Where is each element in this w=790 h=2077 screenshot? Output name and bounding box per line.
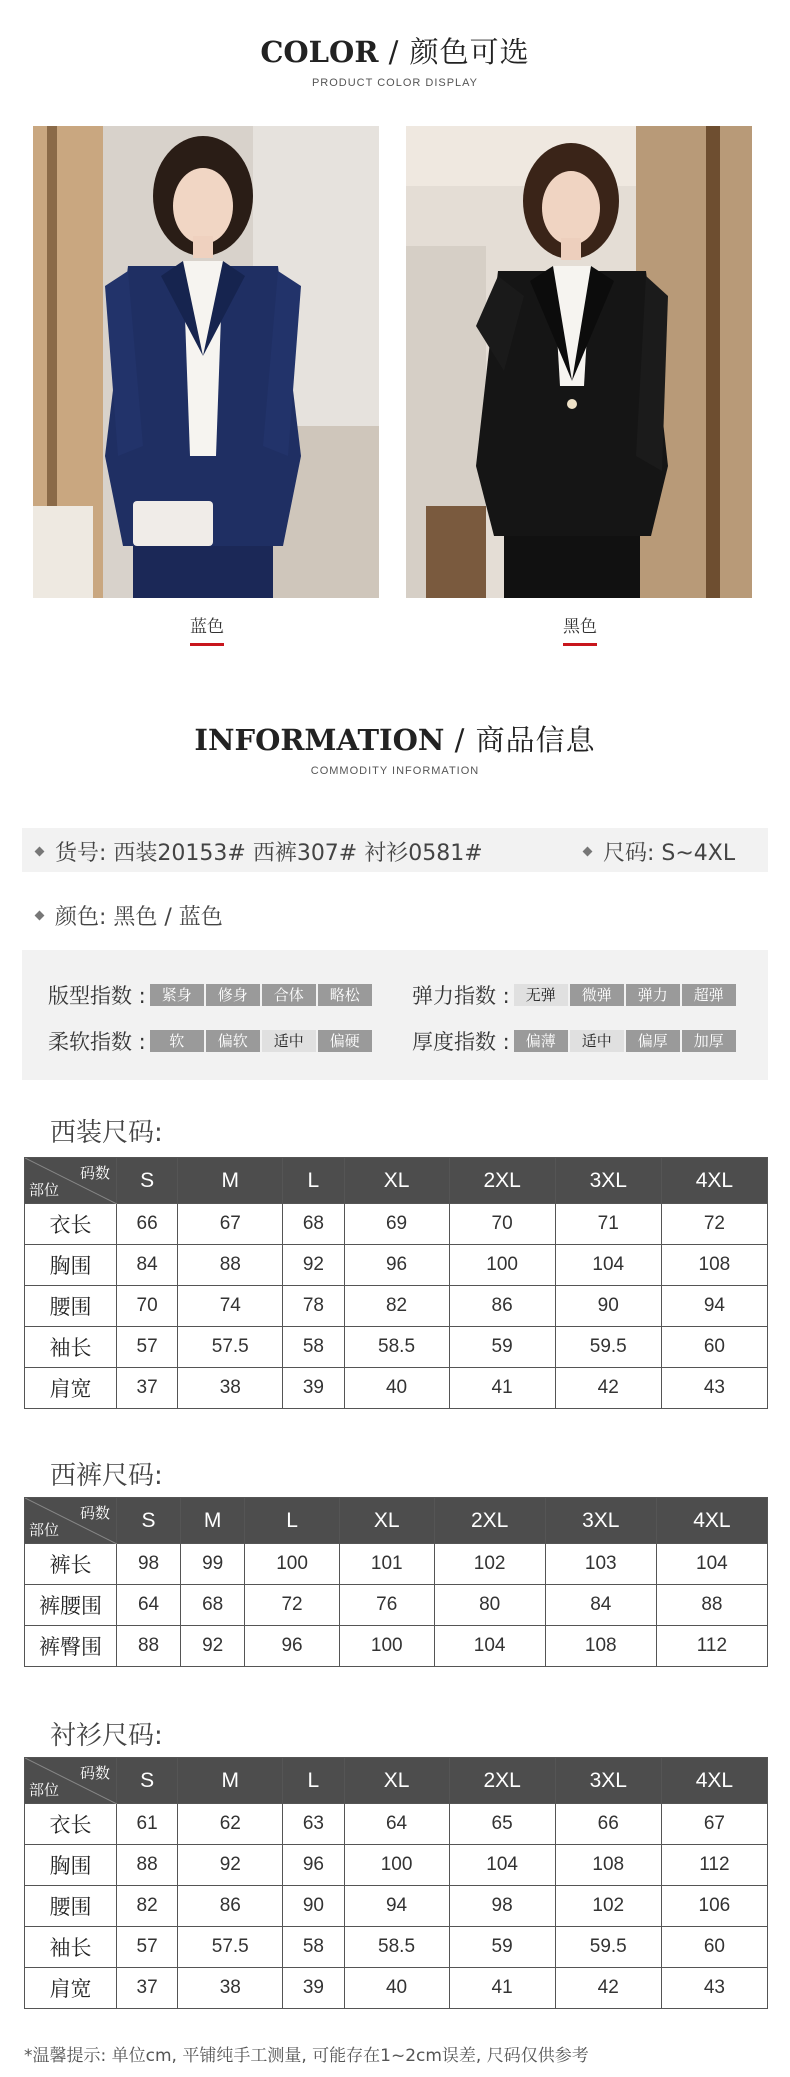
row-part-label: 肩宽: [25, 1968, 117, 2009]
color-label-blue[interactable]: [147, 612, 267, 646]
measurement-cell: 84: [117, 1245, 178, 1286]
measurement-cell: 60: [661, 1327, 767, 1368]
info-section-subtitle: COMMODITY INFORMATION: [310, 765, 480, 777]
fit-index-label: 版型指数 :: [48, 984, 146, 1008]
measurement-footnote: *温馨提示: 单位cm, 平铺纯手工测量, 可能存在1~2cm误差, 尺码仅供参考: [24, 2046, 589, 2066]
color-info: 颜色: 黑色 / 蓝色: [36, 900, 223, 931]
color-label-blue-underline: [190, 643, 224, 646]
measurement-cell: 82: [344, 1286, 449, 1327]
measurement-cell: 68: [283, 1204, 344, 1245]
measurement-cell: 37: [117, 1368, 178, 1409]
measurement-cell: 102: [555, 1886, 661, 1927]
measurement-cell: 59.5: [555, 1927, 661, 1968]
measurement-cell: 108: [661, 1245, 767, 1286]
soft-option-selected: 适中: [262, 1030, 316, 1052]
row-part-label: 肩宽: [25, 1368, 117, 1409]
thickness-option: 偏薄: [514, 1030, 568, 1052]
measurement-cell: 58: [283, 1327, 344, 1368]
soft-option: 软: [150, 1030, 204, 1052]
measurement-cell: 90: [283, 1886, 344, 1927]
table-row: [25, 1968, 768, 2009]
measurement-cell: 78: [283, 1286, 344, 1327]
shirt-size-table: [24, 1757, 768, 2009]
color-section-subtitle: PRODUCT COLOR DISPLAY: [311, 77, 479, 89]
measurement-cell: 96: [245, 1626, 340, 1667]
table-row: [25, 1626, 768, 1667]
size-header: 3XL: [555, 1758, 661, 1804]
thickness-index-label: 厚度指数 :: [412, 1030, 510, 1054]
row-part-label: 衣长: [25, 1204, 117, 1245]
measurement-cell: 42: [555, 1368, 661, 1409]
diamond-bullet-icon: [35, 910, 45, 920]
row-part-label: 腰围: [25, 1886, 117, 1927]
elastic-index: [412, 980, 738, 1010]
table-row: [25, 1245, 768, 1286]
measurement-cell: 39: [283, 1968, 344, 2009]
size-header: S: [117, 1758, 178, 1804]
measurement-cell: 92: [178, 1845, 283, 1886]
fit-option: 略松: [318, 984, 372, 1006]
size-header: S: [117, 1498, 181, 1544]
info-section-header: [0, 718, 790, 777]
measurement-cell: 106: [661, 1886, 767, 1927]
size-range: 尺码: S~4XL: [584, 836, 735, 867]
measurement-cell: 58.5: [344, 1327, 449, 1368]
size-header: 2XL: [449, 1158, 555, 1204]
measurement-cell: 98: [117, 1544, 181, 1585]
measurement-cell: 37: [117, 1968, 178, 2009]
color-label-black-text: 黑色: [563, 617, 597, 637]
measurement-cell: 42: [555, 1968, 661, 2009]
row-part-label: 衣长: [25, 1804, 117, 1845]
measurement-cell: 60: [661, 1927, 767, 1968]
shirt-size-title: 衬衫尺码:: [50, 1721, 163, 1751]
measurement-cell: 88: [117, 1845, 178, 1886]
measurement-cell: 43: [661, 1368, 767, 1409]
measurement-cell: 101: [339, 1544, 434, 1585]
measurement-cell: 100: [344, 1845, 449, 1886]
size-header: M: [178, 1758, 283, 1804]
table-row: [25, 1327, 768, 1368]
shirt-size-body: [25, 1804, 768, 2009]
item-number: 货号: 西装20153# 西裤307# 衬衫0581#: [36, 836, 483, 867]
measurement-cell: 88: [178, 1245, 283, 1286]
soft-index-label: 柔软指数 :: [48, 1030, 146, 1054]
measurement-cell: 57: [117, 1327, 178, 1368]
size-header: S: [117, 1158, 178, 1204]
row-part-label: 胸围: [25, 1245, 117, 1286]
measurement-cell: 64: [344, 1804, 449, 1845]
size-header: 4XL: [661, 1758, 767, 1804]
row-part-label: 袖长: [25, 1327, 117, 1368]
soft-option: 偏硬: [318, 1030, 372, 1052]
measurement-cell: 71: [555, 1204, 661, 1245]
soft-index: [48, 1026, 374, 1056]
measurement-cell: 102: [434, 1544, 545, 1585]
diamond-bullet-icon: [35, 846, 45, 856]
measurement-cell: 38: [178, 1368, 283, 1409]
measurement-cell: 76: [339, 1585, 434, 1626]
measurement-cell: 66: [117, 1204, 178, 1245]
measurement-cell: 98: [449, 1886, 555, 1927]
table-row: [25, 1585, 768, 1626]
measurement-cell: 104: [656, 1544, 767, 1585]
measurement-cell: 92: [181, 1626, 245, 1667]
elastic-option: 弹力: [626, 984, 680, 1006]
color-photos: [33, 126, 757, 598]
size-header: XL: [344, 1158, 449, 1204]
row-part-label: 裤腰围: [25, 1585, 117, 1626]
measurement-cell: 67: [178, 1204, 283, 1245]
row-part-label: 腰围: [25, 1286, 117, 1327]
pants-size-title: 西裤尺码:: [50, 1461, 163, 1491]
pants-size-table: [24, 1497, 768, 1667]
measurement-cell: 63: [283, 1804, 344, 1845]
measurement-cell: 67: [661, 1804, 767, 1845]
measurement-cell: 59.5: [555, 1327, 661, 1368]
table-header-row: [25, 1498, 768, 1544]
measurement-cell: 59: [449, 1327, 555, 1368]
measurement-cell: 104: [449, 1845, 555, 1886]
measurement-cell: 38: [178, 1968, 283, 2009]
photo-black-suit[interactable]: [406, 126, 752, 598]
elastic-option: 微弹: [570, 984, 624, 1006]
measurement-cell: 61: [117, 1804, 178, 1845]
measurement-cell: 84: [545, 1585, 656, 1626]
size-header: 3XL: [555, 1158, 661, 1204]
color-label-blue-text: 蓝色: [190, 617, 224, 637]
size-header: L: [283, 1158, 344, 1204]
size-header: XL: [339, 1498, 434, 1544]
measurement-cell: 66: [555, 1804, 661, 1845]
soft-option: 偏软: [206, 1030, 260, 1052]
measurement-cell: 104: [555, 1245, 661, 1286]
measurement-cell: 58: [283, 1927, 344, 1968]
measurement-cell: 40: [344, 1968, 449, 2009]
measurement-cell: 99: [181, 1544, 245, 1585]
table-header-row: [25, 1158, 768, 1204]
measurement-cell: 72: [245, 1585, 340, 1626]
measurement-cell: 86: [178, 1886, 283, 1927]
size-header: M: [181, 1498, 245, 1544]
photo-blue-suit[interactable]: [33, 126, 379, 598]
measurement-cell: 90: [555, 1286, 661, 1327]
suit-size-table: [24, 1157, 768, 1409]
measurement-cell: 86: [449, 1286, 555, 1327]
measurement-cell: 68: [181, 1585, 245, 1626]
measurement-cell: 103: [545, 1544, 656, 1585]
elastic-option-selected: 无弹: [514, 984, 568, 1006]
size-header: XL: [344, 1758, 449, 1804]
measurement-cell: 108: [555, 1845, 661, 1886]
measurement-cell: 112: [661, 1845, 767, 1886]
table-row: [25, 1886, 768, 1927]
measurement-cell: 96: [344, 1245, 449, 1286]
table-row: [25, 1845, 768, 1886]
size-header: 4XL: [656, 1498, 767, 1544]
measurement-cell: 65: [449, 1804, 555, 1845]
measurement-cell: 88: [117, 1626, 181, 1667]
measurement-cell: 70: [449, 1204, 555, 1245]
row-part-label: 袖长: [25, 1927, 117, 1968]
elastic-option: 超弹: [682, 984, 736, 1006]
thickness-option-selected: 适中: [570, 1030, 624, 1052]
measurement-cell: 70: [117, 1286, 178, 1327]
measurement-cell: 40: [344, 1368, 449, 1409]
table-row: [25, 1544, 768, 1585]
measurement-cell: 80: [434, 1585, 545, 1626]
fit-option: 修身: [206, 984, 260, 1006]
size-header: 4XL: [661, 1158, 767, 1204]
measurement-cell: 72: [661, 1204, 767, 1245]
measurement-cell: 94: [344, 1886, 449, 1927]
table-row: [25, 1286, 768, 1327]
fit-option: 合体: [262, 984, 316, 1006]
measurement-cell: 92: [283, 1245, 344, 1286]
table-header-row: [25, 1758, 768, 1804]
thickness-option: 加厚: [682, 1030, 736, 1052]
measurement-cell: 94: [661, 1286, 767, 1327]
measurement-cell: 108: [545, 1626, 656, 1667]
measurement-cell: 74: [178, 1286, 283, 1327]
table-corner-cell: 码数 部位: [25, 1158, 117, 1204]
color-label-black-underline: [563, 643, 597, 646]
measurement-cell: 41: [449, 1368, 555, 1409]
measurement-cell: 100: [245, 1544, 340, 1585]
suit-size-title: 西装尺码:: [50, 1118, 163, 1148]
table-row: [25, 1804, 768, 1845]
color-section-header: [0, 30, 790, 89]
measurement-cell: 43: [661, 1968, 767, 2009]
diamond-bullet-icon: [583, 846, 593, 856]
measurement-cell: 100: [449, 1245, 555, 1286]
table-row: [25, 1368, 768, 1409]
info-section-title: INFORMATION / 商品信息: [194, 723, 596, 757]
item-info-bar: [22, 828, 768, 872]
row-part-label: 裤臀围: [25, 1626, 117, 1667]
elastic-index-label: 弹力指数 :: [412, 984, 510, 1008]
table-corner-cell: 码数 部位: [25, 1758, 117, 1804]
size-header: L: [283, 1758, 344, 1804]
measurement-cell: 59: [449, 1927, 555, 1968]
measurement-cell: 57.5: [178, 1927, 283, 1968]
index-panel: [22, 950, 768, 1080]
color-label-black[interactable]: [520, 612, 640, 646]
fit-index: [48, 980, 374, 1010]
thickness-index: [412, 1026, 738, 1056]
measurement-cell: 62: [178, 1804, 283, 1845]
measurement-cell: 82: [117, 1886, 178, 1927]
thickness-option: 偏厚: [626, 1030, 680, 1052]
measurement-cell: 88: [656, 1585, 767, 1626]
measurement-cell: 58.5: [344, 1927, 449, 1968]
measurement-cell: 39: [283, 1368, 344, 1409]
measurement-cell: 104: [434, 1626, 545, 1667]
pants-size-body: [25, 1544, 768, 1667]
size-header: 2XL: [434, 1498, 545, 1544]
measurement-cell: 64: [117, 1585, 181, 1626]
size-header: M: [178, 1158, 283, 1204]
size-header: L: [245, 1498, 340, 1544]
row-part-label: 胸围: [25, 1845, 117, 1886]
size-header: 2XL: [449, 1758, 555, 1804]
table-row: [25, 1927, 768, 1968]
measurement-cell: 100: [339, 1626, 434, 1667]
row-part-label: 裤长: [25, 1544, 117, 1585]
color-section-title: COLOR / 颜色可选: [260, 35, 530, 69]
suit-size-body: [25, 1204, 768, 1409]
table-row: [25, 1204, 768, 1245]
measurement-cell: 41: [449, 1968, 555, 2009]
measurement-cell: 57: [117, 1927, 178, 1968]
measurement-cell: 69: [344, 1204, 449, 1245]
table-corner-cell: 码数 部位: [25, 1498, 117, 1544]
size-header: 3XL: [545, 1498, 656, 1544]
measurement-cell: 112: [656, 1626, 767, 1667]
measurement-cell: 57.5: [178, 1327, 283, 1368]
fit-option: 紧身: [150, 984, 204, 1006]
measurement-cell: 96: [283, 1845, 344, 1886]
